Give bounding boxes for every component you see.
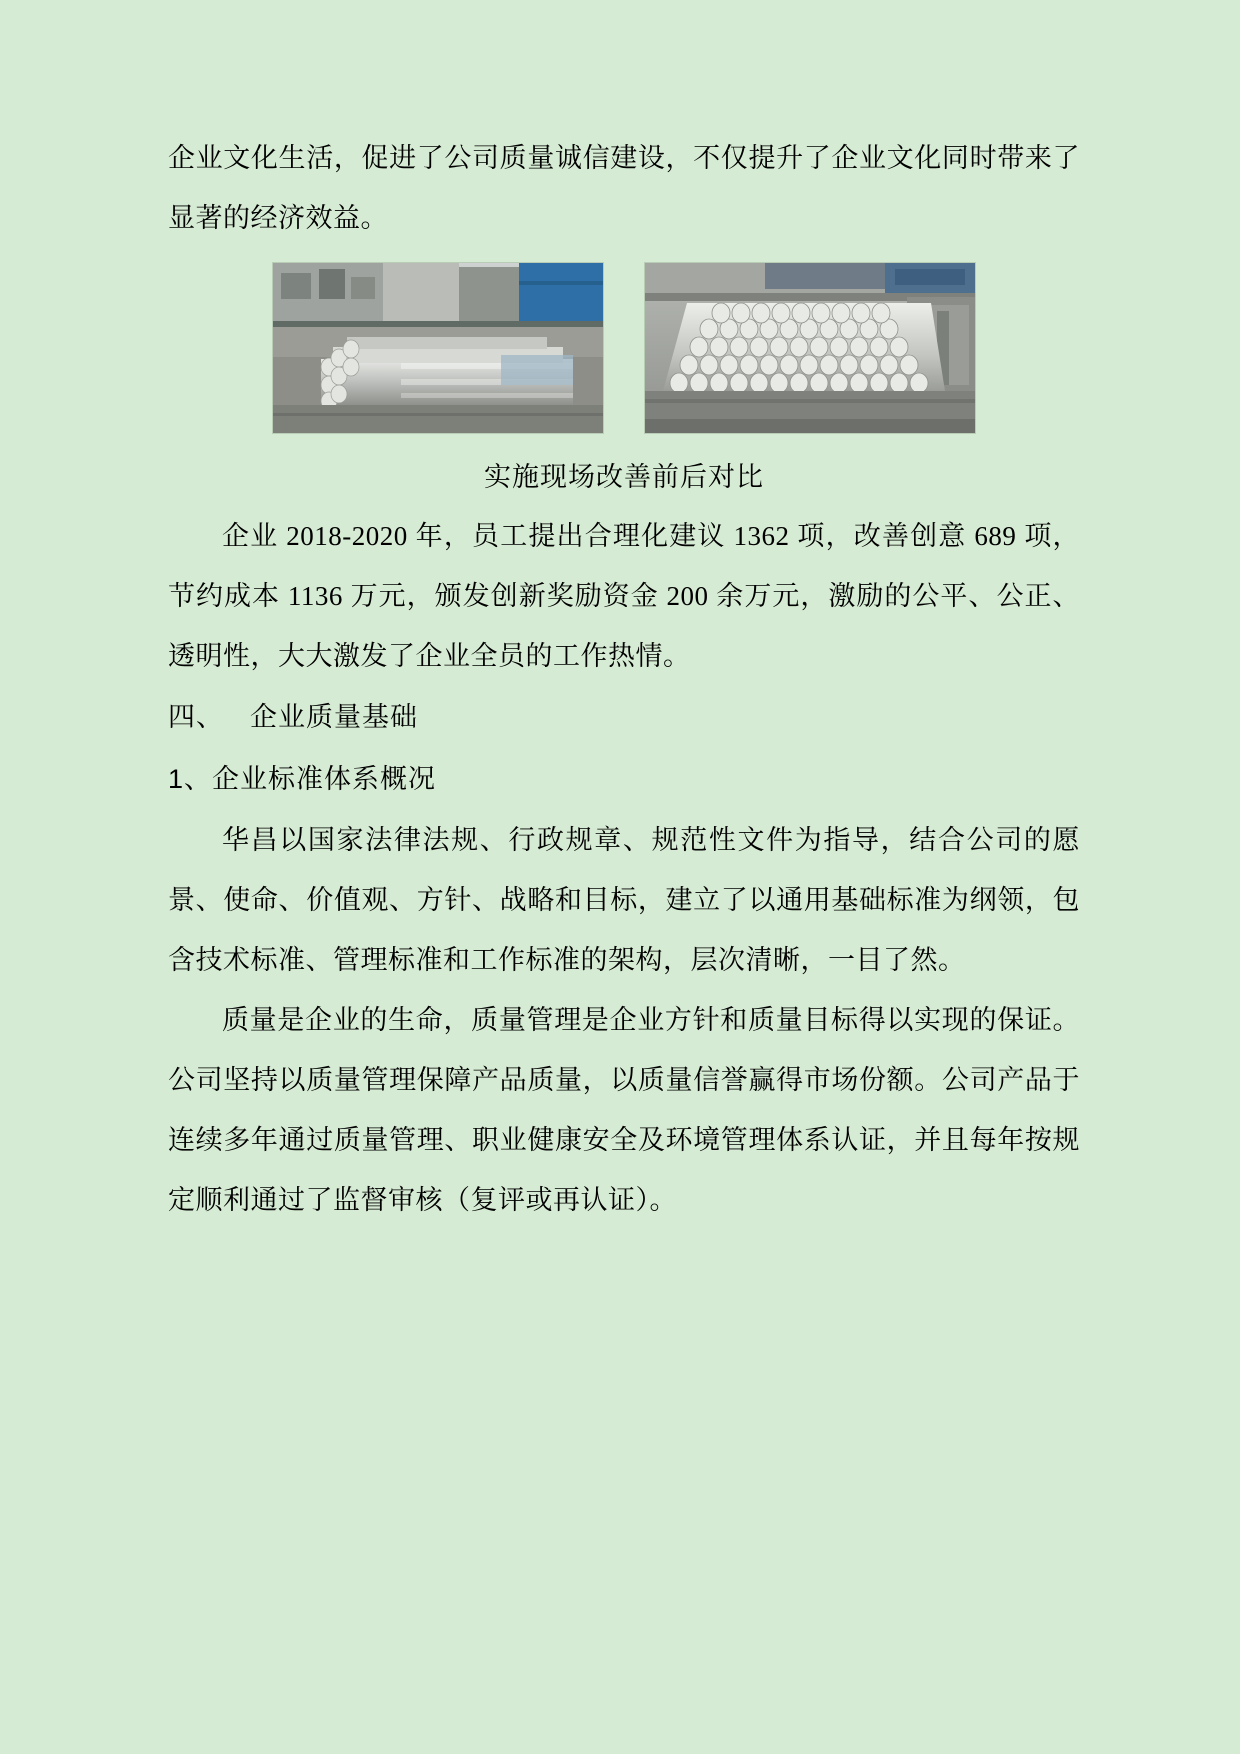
subsection-heading-one: 1、企业标准体系概况 (168, 764, 437, 794)
figure-caption: 实施现场改善前后对比 (484, 462, 764, 492)
paragraph-quality-management: 质量是企业的生命，质量管理是企业方针和质量目标得以实现的保证。公司坚持以质量管理保障产品质量，以质量信誉赢得市场份额。公司产品于连续多年通过质量管理、职业健康安全及环境管理体系认证，并且每年按规定顺利通过了监督审核（复评或再认证）。 (168, 1005, 1080, 1215)
section-heading-four-text: 企业质量基础 (250, 702, 418, 732)
section-heading-four-number: 四、 (168, 702, 224, 732)
photo-after (644, 262, 976, 434)
paragraph-intro: 企业文化生活，促进了公司质量诚信建设，不仅提升了企业文化同时带来了显著的经济效益。 (168, 143, 1080, 233)
figure-row (168, 262, 1080, 434)
photo-before (272, 262, 604, 434)
section-heading-four (168, 686, 1080, 748)
paragraph-standard-system: 华昌以国家法律法规、行政规章、规范性文件为指导，结合公司的愿景、使命、价值观、方针、战略和目标，建立了以通用基础标准为纲领，包含技术标准、管理标准和工作标准的架构，层次清晰，一目了然。 (168, 825, 1080, 975)
paragraph-statistics: 企业 2018-2020 年，员工提出合理化建议 1362 项，改善创意 689 项，节约成本 1136 万元，颁发创新奖励资金 200 余万元，激励的公平、公正、透明性，大大激发了企业全员的工作热情。 (168, 521, 1080, 671)
